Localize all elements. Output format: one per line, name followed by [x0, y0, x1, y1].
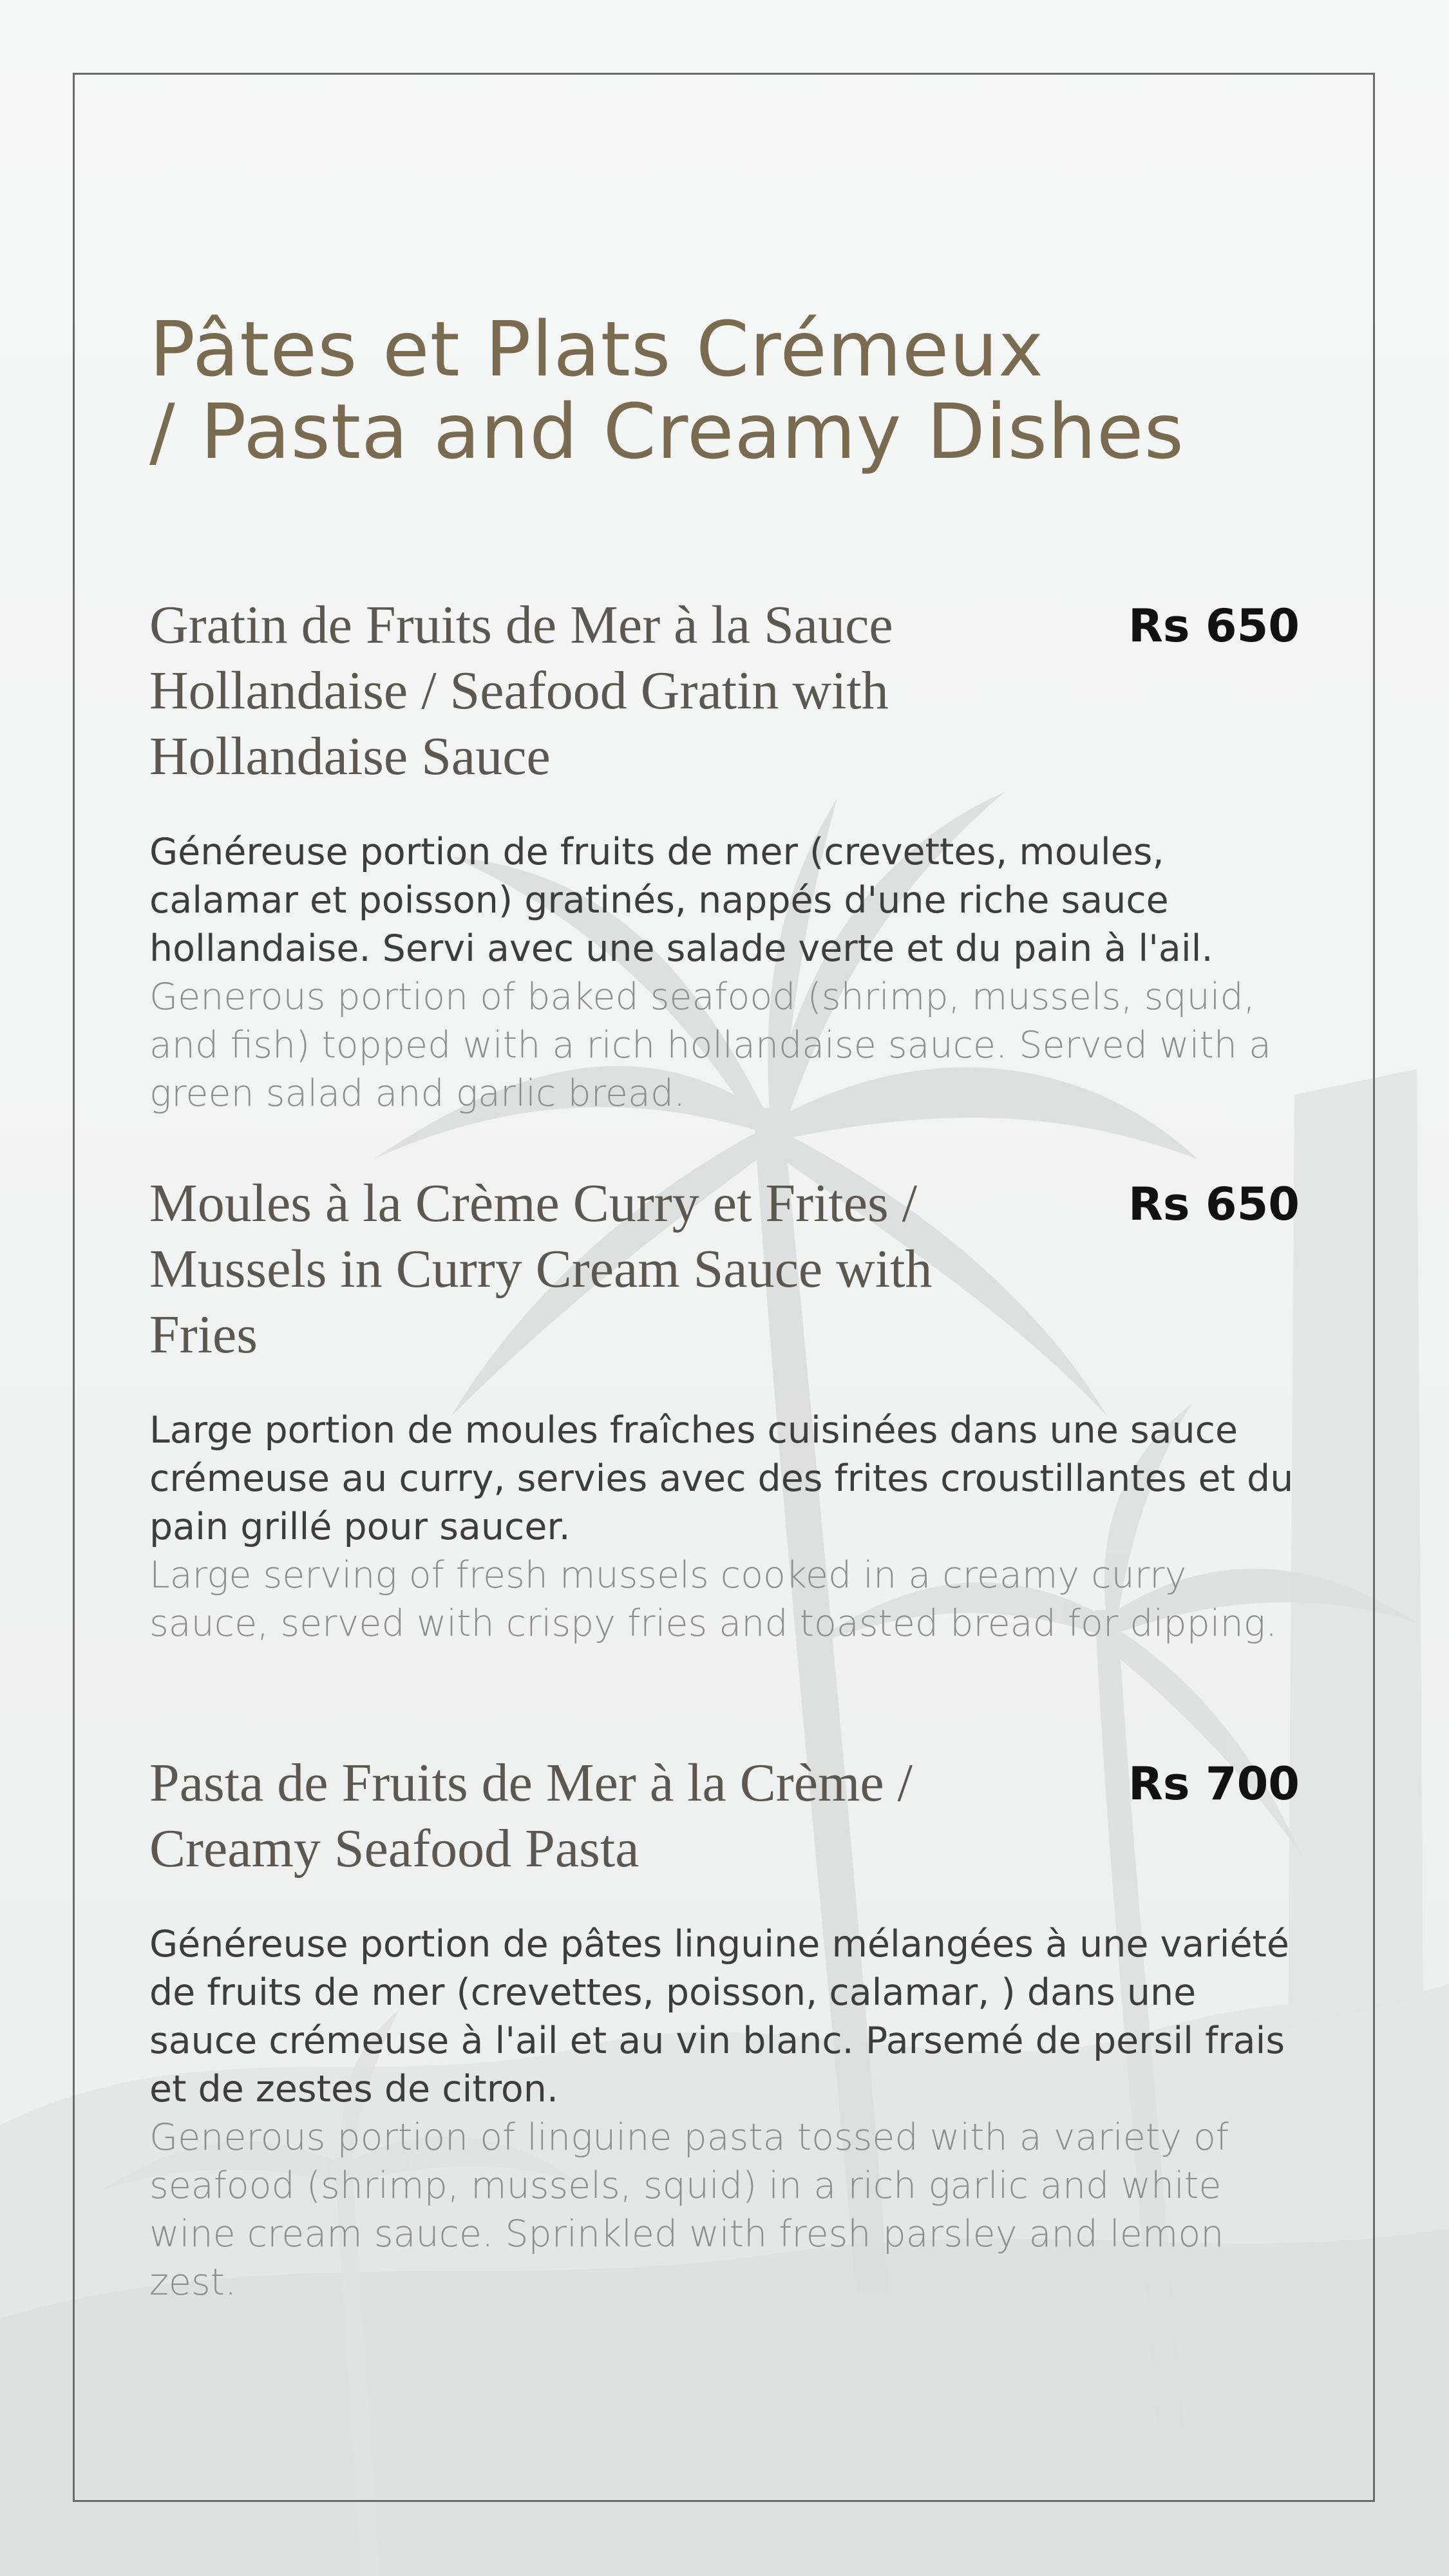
menu-item-price: Rs 700 — [1128, 1757, 1300, 1810]
menu-item-description-en: Generous portion of linguine pasta tossed with a variety of seafood (shrimp, mussels, squid) in a rich garlic and white wine cream sauce. Sprinkled with fresh parsley and lemon zest. — [149, 2116, 1229, 2304]
menu-item-description-fr: Généreuse portion de pâtes linguine mélangées à une variété de fruits de mer (crevettes, poisson, calamar, ) dans une sauce crémeuse à l'ail et au vin blanc. Parsemé de persil frais et de zestes de citron. — [149, 1923, 1289, 2110]
menu-item — [149, 1750, 1300, 2307]
section-title-english: / Pasta and Creamy Dishes — [149, 387, 1184, 476]
menu-item-description-fr: Généreuse portion de fruits de mer (crevettes, moules, calamar et poisson) gratinés, nappés d'une riche sauce hollandaise. Servi avec une salade verte et du pain à l'ail. — [149, 831, 1213, 970]
menu-item-price: Rs 650 — [1128, 1178, 1300, 1231]
menu-item-name: Moules à la Crème Curry et Frites / Mussels in Curry Cream Sauce with Fries — [149, 1173, 933, 1365]
menu-item-description-en: Generous portion of baked seafood (shrimp, mussels, squid, and fish) topped with a rich hollandaise sauce. Served with a green salad and garlic bread. — [149, 976, 1272, 1115]
section-title — [149, 305, 1309, 476]
section-title-french: Pâtes et Plats Crémeux — [149, 305, 1044, 393]
menu-item — [149, 1171, 1300, 1648]
menu-item-description-fr: Large portion de moules fraîches cuisinées dans une sauce crémeuse au curry, servies avec des frites croustillantes et du pain grillé pour saucer. — [149, 1409, 1294, 1548]
menu-item-name: Pasta de Fruits de Mer à la Crème / Creamy Seafood Pasta — [149, 1753, 913, 1879]
menu-item-description-en: Large serving of fresh mussels cooked in a creamy curry sauce, served with crispy fries and toasted bread for dipping. — [149, 1554, 1278, 1645]
menu-item-name: Gratin de Fruits de Mer à la Sauce Hollandaise / Seafood Gratin with Hollandaise Sauce — [149, 595, 893, 786]
menu-item-price: Rs 650 — [1128, 600, 1300, 652]
menu-item — [149, 592, 1300, 1118]
